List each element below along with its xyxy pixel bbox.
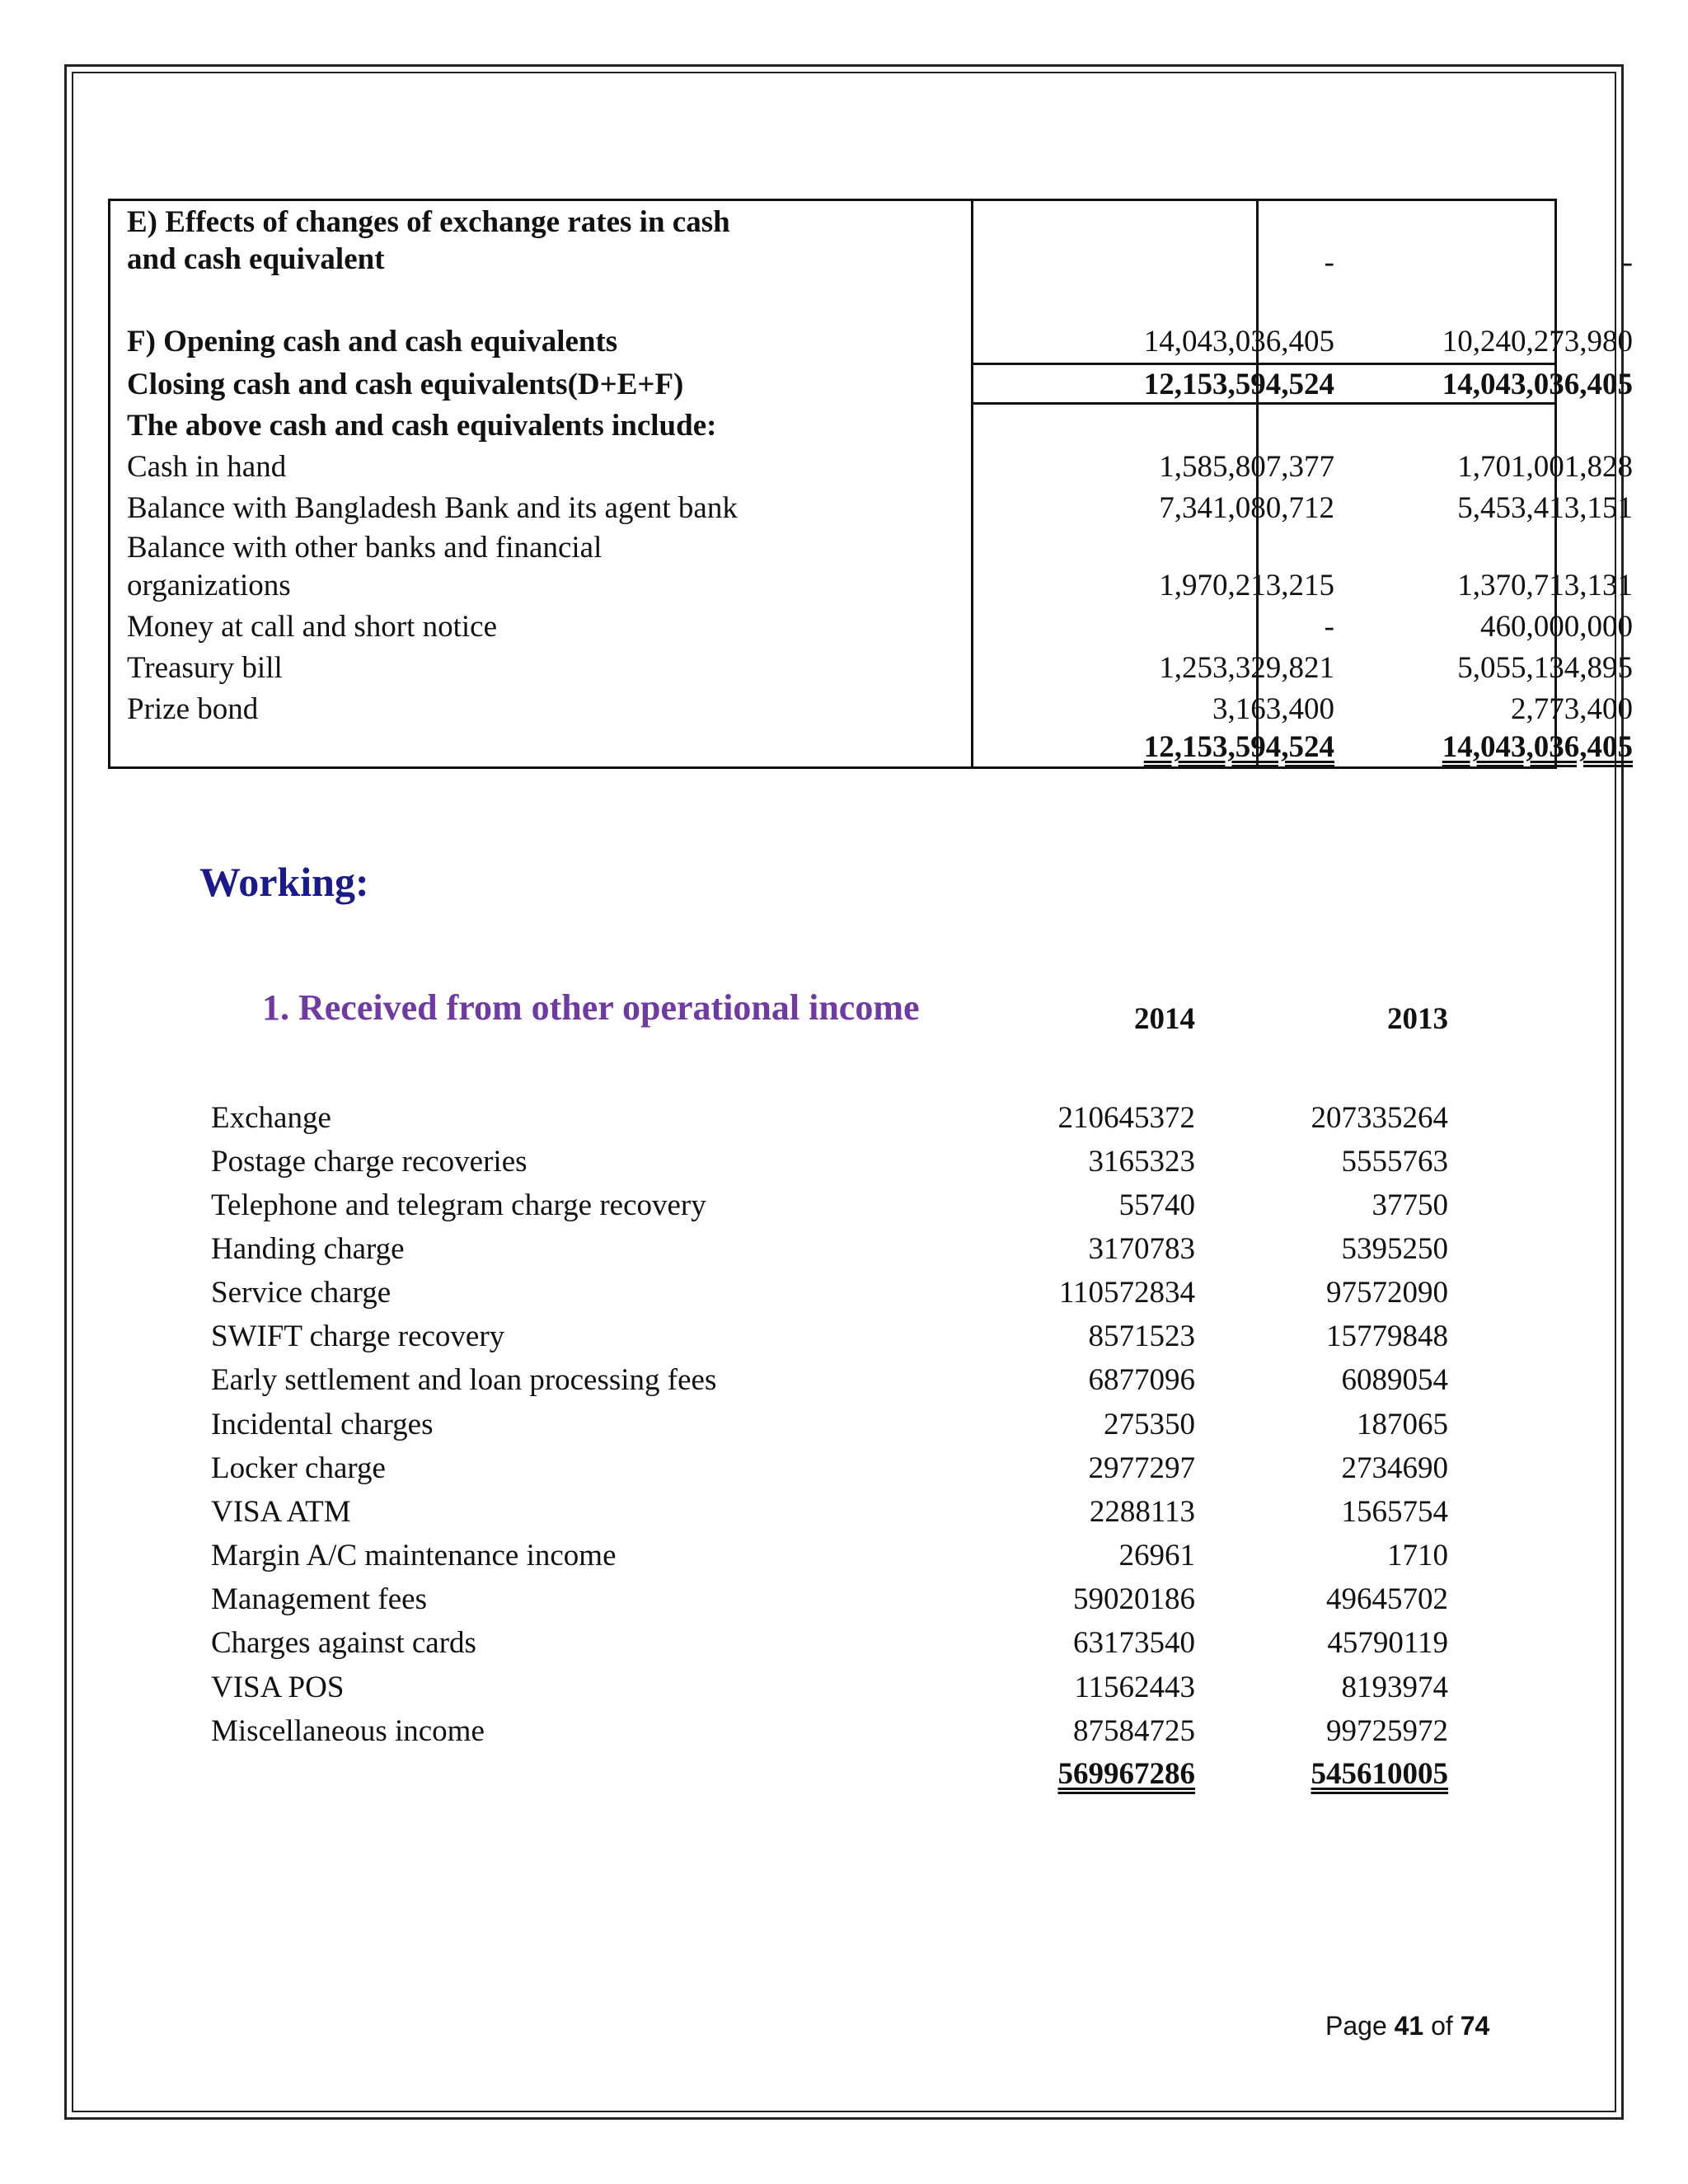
income-label: Management fees — [211, 1582, 427, 1616]
income-label: Early settlement and loan processing fees — [211, 1363, 717, 1397]
income-2014: 63173540 — [1073, 1626, 1195, 1660]
income-2014: 6877096 — [1088, 1363, 1195, 1397]
closing-row-top-rule — [971, 363, 1557, 365]
item-2013: 1,701,001,828 — [1457, 450, 1633, 484]
income-2013: 187065 — [1357, 1408, 1448, 1441]
row-f-2013: 10,240,273,980 — [1442, 325, 1633, 359]
income-2014: 3170783 — [1088, 1232, 1195, 1266]
income-label: Charges against cards — [211, 1626, 476, 1660]
row-e-label-line1: E) Effects of changes of exchange rates in cash — [127, 205, 730, 239]
income-2014: 55740 — [1118, 1188, 1195, 1222]
income-label: SWIFT charge recovery — [211, 1319, 505, 1353]
income-2014: 8571523 — [1088, 1319, 1195, 1353]
income-2013: 6089054 — [1341, 1363, 1448, 1397]
row-f-2014: 14,043,036,405 — [1143, 325, 1334, 359]
page-number — [1325, 2009, 1489, 2042]
item-label: Balance with Bangladesh Bank and its agent bank — [127, 491, 738, 525]
item-label: Cash in hand — [127, 450, 287, 484]
item-2014: 3,163,400 — [1212, 692, 1334, 726]
total-2013-value: 14,043,036,405 — [1442, 730, 1633, 764]
closing-label: Closing cash and cash equivalents(D+E+F) — [127, 368, 684, 401]
year-2013-header: 2013 — [1387, 1002, 1448, 1036]
income-label: Postage charge recoveries — [211, 1145, 528, 1179]
item-2014: 1,253,329,821 — [1159, 651, 1334, 685]
include-heading: The above cash and cash equivalents include: — [127, 409, 717, 443]
row-e-label-line2: and cash equivalent — [127, 242, 385, 276]
of-word: of — [1431, 2011, 1453, 2041]
item-2014: 1,585,807,377 — [1159, 450, 1334, 484]
page-current: 41 — [1394, 2011, 1424, 2041]
item-2014: - — [1324, 610, 1334, 644]
income-2013: 37750 — [1372, 1188, 1448, 1222]
income-2013: 5395250 — [1341, 1232, 1448, 1266]
row-e-2013: - — [1622, 246, 1633, 279]
closing-2014: 12,153,594,524 — [1143, 368, 1334, 401]
item-label: Money at call and short notice — [127, 610, 498, 644]
income-2013: 15779848 — [1326, 1319, 1448, 1353]
income-label: Telephone and telegram charge recovery — [211, 1188, 706, 1222]
cash-flow-table — [108, 199, 1633, 769]
item-2013: 460,000,000 — [1480, 610, 1633, 644]
income-total-2013 — [1160, 1755, 1448, 1793]
income-2013: 207335264 — [1311, 1101, 1448, 1135]
income-label: Exchange — [211, 1101, 331, 1135]
closing-2013: 14,043,036,405 — [1442, 368, 1633, 401]
income-label: VISA POS — [211, 1671, 345, 1704]
income-2013: 5555763 — [1341, 1145, 1448, 1179]
income-2014: 110572834 — [1058, 1276, 1195, 1310]
income-2013: 8193974 — [1341, 1671, 1448, 1704]
income-label: Service charge — [211, 1276, 392, 1310]
income-2013: 99725972 — [1326, 1714, 1448, 1748]
income-label: Incidental charges — [211, 1408, 434, 1441]
income-total-2013-value: 545610005 — [1311, 1757, 1448, 1791]
income-2014: 3165323 — [1088, 1145, 1195, 1179]
income-2013: 45790119 — [1327, 1626, 1448, 1660]
item-2014: 1,970,213,215 — [1159, 569, 1334, 602]
income-label: VISA ATM — [211, 1495, 351, 1529]
income-label: Miscellaneous income — [211, 1714, 485, 1748]
income-2014: 275350 — [1104, 1408, 1195, 1441]
income-total-2014 — [907, 1755, 1195, 1793]
income-label: Handing charge — [211, 1232, 405, 1266]
income-label: Margin A/C maintenance income — [211, 1539, 617, 1572]
page-word: Page — [1325, 2011, 1387, 2041]
income-2014: 2288113 — [1089, 1495, 1195, 1529]
income-2014: 2977297 — [1088, 1451, 1195, 1485]
income-2013: 49645702 — [1326, 1582, 1448, 1616]
total-2013 — [110, 729, 1633, 766]
item-label-line1: Balance with other banks and financial — [127, 531, 603, 565]
item-2013: 5,055,134,895 — [1457, 651, 1633, 685]
item-2014: 7,341,080,712 — [1159, 491, 1334, 525]
income-label: Locker charge — [211, 1451, 386, 1485]
income-2014: 11562443 — [1074, 1671, 1195, 1704]
income-total-2014-value: 569967286 — [1057, 1757, 1195, 1791]
income-2014: 87584725 — [1073, 1714, 1195, 1748]
working-heading: Working: — [199, 859, 369, 905]
income-2013: 1565754 — [1341, 1495, 1448, 1529]
income-2014: 26961 — [1118, 1539, 1195, 1572]
item-label: Prize bond — [127, 692, 259, 726]
income-2013: 1710 — [1387, 1539, 1448, 1572]
section-title: 1. Received from other operational income — [262, 987, 920, 1028]
total-2014-value: 12,153,594,524 — [1143, 730, 1334, 764]
income-2014: 210645372 — [1057, 1101, 1195, 1135]
income-2013: 2734690 — [1341, 1451, 1448, 1485]
income-2014: 59020186 — [1073, 1582, 1195, 1616]
item-2013: 1,370,713,131 — [1457, 569, 1633, 602]
row-e-2014: - — [1324, 246, 1334, 279]
page-total: 74 — [1460, 2011, 1490, 2041]
row-f-label: F) Opening cash and cash equivalents — [127, 325, 618, 359]
income-2013: 97572090 — [1326, 1276, 1448, 1310]
item-label: organizations — [127, 569, 291, 602]
item-label: Treasury bill — [127, 651, 283, 685]
item-2013: 2,773,400 — [1511, 692, 1633, 726]
year-2014-header: 2014 — [1134, 1002, 1195, 1036]
item-2013: 5,453,413,151 — [1457, 491, 1633, 525]
